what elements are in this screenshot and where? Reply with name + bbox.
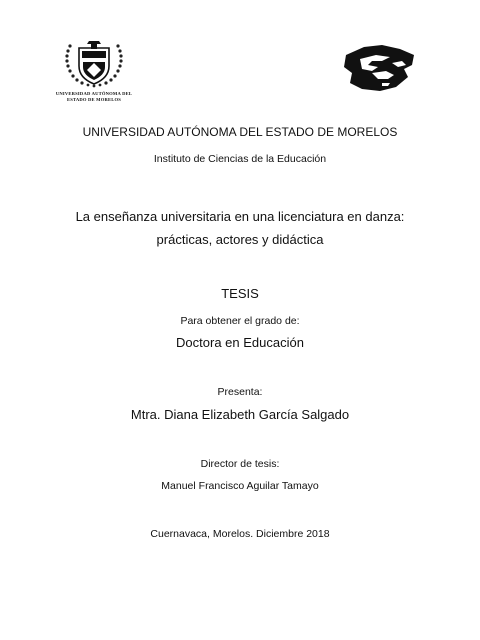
university-crest-icon — [61, 40, 127, 90]
institute-hands-logo-icon — [342, 43, 418, 93]
thesis-title-line2: prácticas, actores y didáctica — [156, 232, 324, 247]
place-and-date: Cuernavaca, Morelos. Diciembre 2018 — [150, 528, 330, 540]
degree-name: Doctora en Educación — [176, 335, 304, 350]
university-name: UNIVERSIDAD AUTÓNOMA DEL ESTADO DE MORELOS — [82, 125, 398, 139]
university-wordmark — [48, 91, 140, 103]
university-wordmark-line1: UNIVERSIDAD AUTÓNOMA DEL — [55, 91, 133, 96]
institute-name: Instituto de Ciencias de la Educación — [153, 153, 327, 165]
director-name: Manuel Francisco Aguilar Tamayo — [161, 480, 319, 492]
author-label: Presenta: — [217, 386, 263, 398]
author-name: Mtra. Diana Elizabeth García Salgado — [130, 407, 350, 422]
director-label: Director de tesis: — [200, 458, 280, 470]
institute-logo — [342, 43, 418, 93]
university-logo — [48, 40, 140, 104]
thesis-title-line1: La enseñanza universitaria en una licenciatura en danza: — [75, 209, 405, 224]
degree-purpose-label: Para obtener el grado de: — [180, 315, 300, 327]
document-type: TESIS — [221, 286, 259, 301]
university-wordmark-line2: ESTADO DE MORELOS — [66, 97, 122, 102]
